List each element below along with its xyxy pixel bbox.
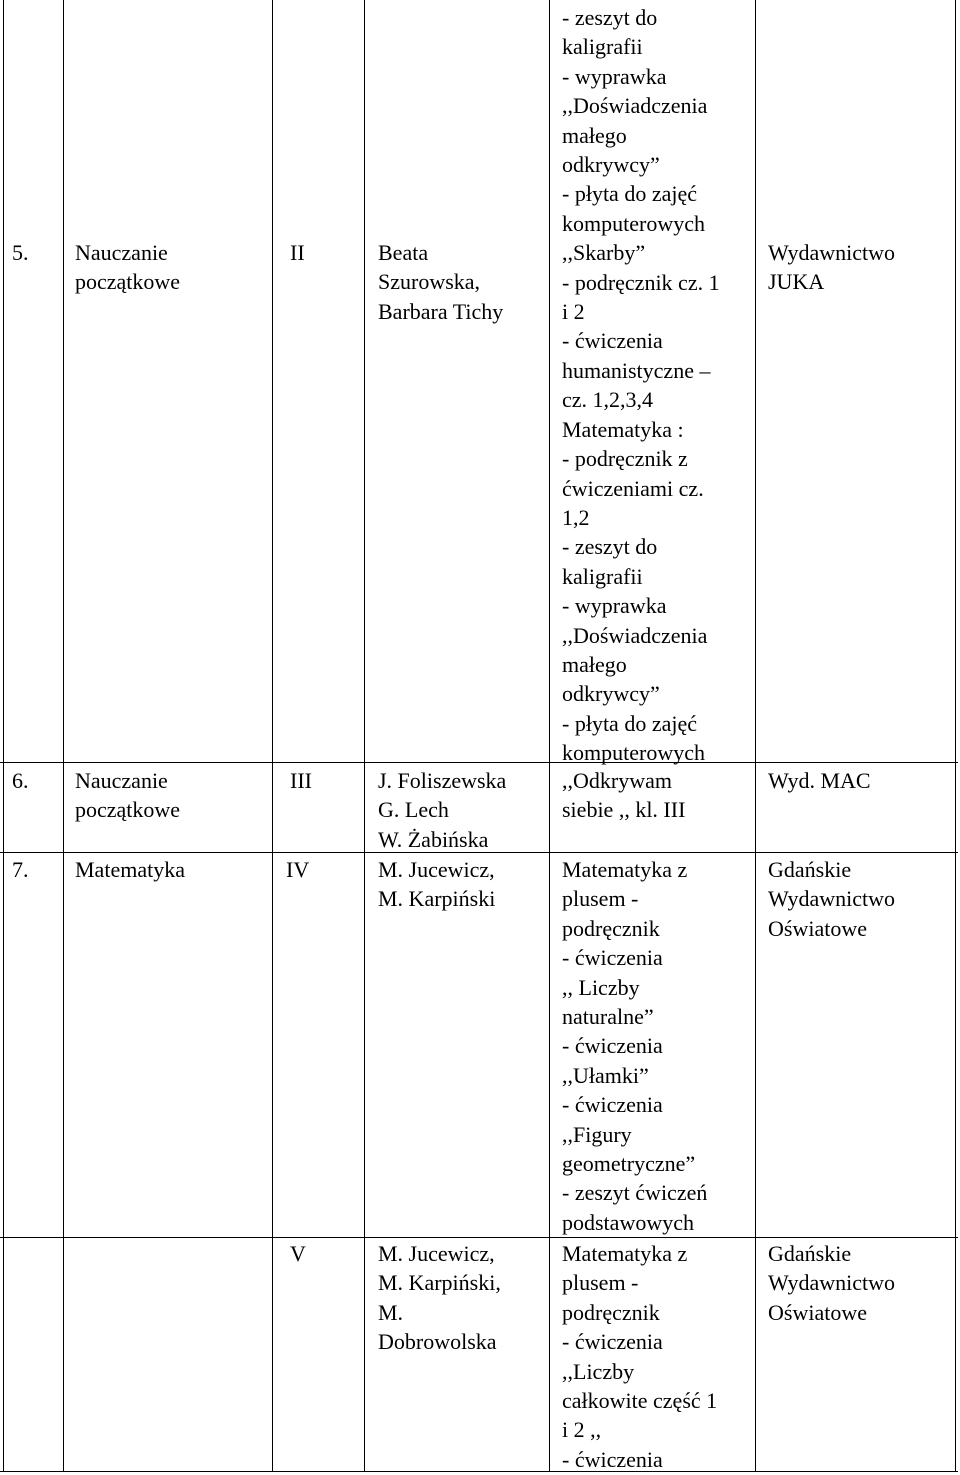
publisher-line: Oświatowe	[768, 1299, 867, 1325]
row-number: 5.	[12, 240, 29, 265]
title-line: całkowite część 1	[562, 1388, 718, 1414]
title-line: - ćwiczenia	[562, 1033, 663, 1059]
row-border-7b	[0, 1237, 958, 1238]
title-line: - ćwiczenia	[562, 945, 663, 971]
title-line: humanistyczne –	[562, 357, 711, 383]
col-border-number	[63, 0, 64, 1472]
col-border-title	[755, 0, 756, 1472]
col-border-left	[3, 0, 4, 1472]
author-line: M. Karpiński,	[378, 1270, 501, 1296]
title-line: odkrywcy”	[562, 152, 660, 178]
publisher-cell	[768, 238, 895, 297]
title-line: plusem -	[562, 1270, 639, 1296]
title-line: ,,Liczby	[562, 1358, 635, 1384]
publisher-line: Wyd. MAC	[768, 768, 871, 793]
title-line: podręcznik	[562, 915, 660, 941]
publisher-line: Gdańskie	[768, 857, 852, 882]
title-line: ,,Odkrywam	[562, 768, 672, 793]
authors-cell	[378, 855, 495, 914]
col-border-class	[364, 0, 365, 1472]
publisher-line: Wydawnictwo	[768, 886, 895, 912]
subject-line: Matematyka	[75, 857, 185, 882]
author-line: M. Jucewicz,	[378, 857, 495, 882]
title-line: - ćwiczenia	[562, 1329, 663, 1355]
publisher-cell	[768, 1239, 895, 1327]
authors-cell	[378, 238, 503, 326]
title-line: małego	[562, 651, 627, 677]
author-line: Barbara Tichy	[378, 298, 504, 324]
subject-cell	[75, 238, 180, 297]
title-line: ,,Doświadczenia	[562, 622, 708, 648]
title-line: podręcznik	[562, 1299, 660, 1325]
title-line: - zeszyt do	[562, 5, 658, 30]
class-cell: III	[290, 768, 312, 793]
title-line: komputerowych	[562, 210, 705, 236]
title-line: i 2	[562, 299, 585, 325]
title-line: - zeszyt do	[562, 534, 658, 560]
publisher-cell	[768, 766, 871, 795]
title-line: i 2 ,,	[562, 1417, 602, 1443]
title-line: - płyta do zajęć	[562, 710, 697, 736]
author-line: J. Foliszewska	[378, 768, 507, 793]
title-line: - ćwiczenia	[562, 1092, 663, 1118]
title-line: naturalne”	[562, 1004, 654, 1030]
class-cell: IV	[286, 857, 310, 882]
class-cell: II	[290, 240, 305, 265]
title-cell	[562, 3, 720, 768]
title-cell	[562, 1239, 717, 1474]
class-cell: V	[290, 1241, 306, 1266]
title-line: małego	[562, 122, 627, 148]
row-number: 7.	[12, 857, 29, 882]
title-line: kaligrafii	[562, 563, 643, 589]
title-line: - podręcznik cz. 1	[562, 269, 720, 295]
title-line: - płyta do zajęć	[562, 181, 697, 207]
subject-line: Nauczanie	[75, 240, 168, 265]
publisher-line: Wydawnictwo	[768, 240, 895, 265]
title-line: - wyprawka	[562, 63, 667, 89]
title-line: plusem -	[562, 886, 639, 912]
title-line: podstawowych	[562, 1209, 694, 1235]
title-line: ,,Skarby”	[562, 240, 646, 266]
publisher-line: Oświatowe	[768, 915, 867, 941]
col-border-authors	[549, 0, 550, 1472]
title-line: kaligrafii	[562, 34, 643, 60]
title-line: - ćwiczenia	[562, 328, 663, 354]
row-number: 6.	[12, 768, 29, 793]
row-border-6	[0, 762, 958, 763]
publisher-line: JUKA	[768, 269, 825, 295]
title-line: - podręcznik z	[562, 446, 688, 472]
title-line: ćwiczeniami cz.	[562, 475, 704, 501]
author-line: Beata	[378, 240, 429, 265]
publisher-line: Gdańskie	[768, 1241, 852, 1266]
col-border-subject	[272, 0, 273, 1472]
title-cell	[562, 855, 707, 1237]
subject-cell	[75, 855, 185, 884]
subject-cell	[75, 766, 180, 825]
col-border-right	[955, 0, 956, 1472]
authors-cell	[378, 1239, 501, 1357]
subject-line: początkowe	[75, 797, 181, 823]
title-line: - zeszyt ćwiczeń	[562, 1180, 708, 1206]
subject-line: Nauczanie	[75, 768, 168, 793]
title-line: geometryczne”	[562, 1151, 696, 1177]
row-border-bottom	[0, 1471, 958, 1472]
title-line: ,,Ułamki”	[562, 1062, 649, 1088]
publisher-line: Wydawnictwo	[768, 1270, 895, 1296]
author-line: M.	[378, 1299, 404, 1325]
authors-cell	[378, 766, 506, 854]
publisher-cell	[768, 855, 895, 943]
title-line: cz. 1,2,3,4	[562, 387, 654, 413]
author-line: M. Jucewicz,	[378, 1241, 495, 1266]
title-line: siebie ,, kl. III	[562, 797, 686, 823]
title-line: - ćwiczenia	[562, 1446, 663, 1472]
author-line: Szurowska,	[378, 269, 481, 295]
title-line: ,,Figury	[562, 1121, 632, 1147]
title-cell	[562, 766, 685, 825]
title-line: Matematyka z	[562, 1241, 688, 1266]
author-line: W. Żabińska	[378, 826, 489, 852]
title-line: Matematyka :	[562, 416, 684, 442]
title-line: - wyprawka	[562, 593, 667, 619]
author-line: M. Karpiński	[378, 886, 496, 912]
title-line: ,,Doświadczenia	[562, 93, 708, 119]
author-line: G. Lech	[378, 797, 449, 823]
title-line: odkrywcy”	[562, 681, 660, 707]
title-line: Matematyka z	[562, 857, 688, 882]
title-line: ,, Liczby	[562, 974, 640, 1000]
title-line: komputerowych	[562, 740, 705, 766]
author-line: Dobrowolska	[378, 1329, 497, 1355]
title-line: 1,2	[562, 504, 590, 530]
subject-line: początkowe	[75, 269, 181, 295]
